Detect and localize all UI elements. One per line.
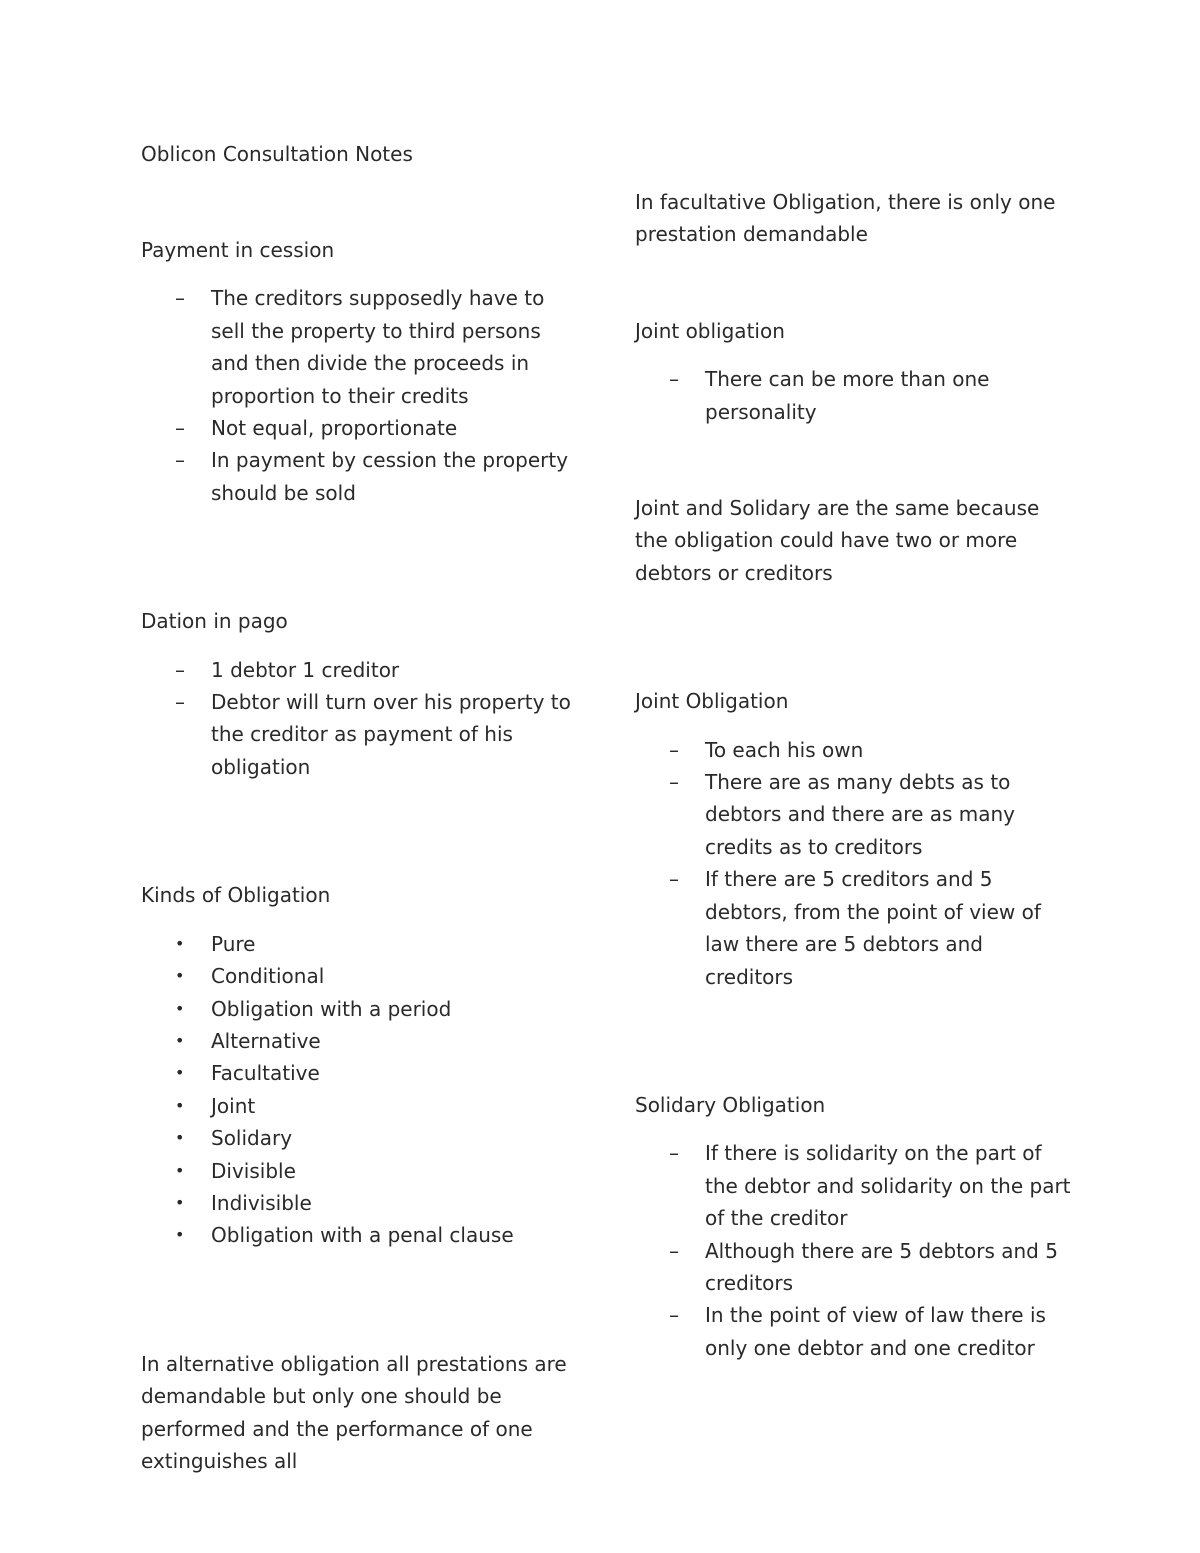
list-item: • Conditional bbox=[141, 960, 581, 992]
alternative-obligation-paragraph: In alternative obligation all prestations are demandable but only one should be performed and the performance of one extinguishes all bbox=[141, 1351, 567, 1473]
section-heading-kinds-of-obligation: Kinds of Obligation bbox=[141, 883, 331, 908]
section-heading-dation-in-pago: Dation in pago bbox=[141, 609, 288, 634]
list-item: – Although there are 5 debtors and 5 creditors bbox=[635, 1235, 1075, 1300]
list-item: – To each his own bbox=[635, 734, 1075, 766]
bullet-marker: • bbox=[175, 1128, 185, 1148]
dash-marker: – bbox=[669, 867, 679, 892]
bullet-marker: • bbox=[175, 966, 185, 986]
spacer bbox=[635, 993, 1075, 1089]
bullet-marker: • bbox=[175, 1225, 185, 1245]
dash-marker: – bbox=[175, 286, 185, 311]
solidary-obligation-list bbox=[635, 1137, 1075, 1364]
list-item: • Alternative bbox=[141, 1025, 581, 1057]
list-item: • Facultative bbox=[141, 1057, 581, 1089]
spacer bbox=[635, 589, 1075, 685]
bullet-marker: • bbox=[175, 1063, 185, 1083]
facultative-obligation-paragraph: In facultative Obligation, there is only one prestation demandable bbox=[635, 190, 1056, 247]
list-item: – In the point of view of law there is only one debtor and one creditor bbox=[635, 1299, 1075, 1364]
bullet-marker: • bbox=[175, 1192, 185, 1212]
document-title: Oblicon Consultation Notes bbox=[141, 142, 413, 166]
list-item: – The creditors supposedly have to sell the property to third persons and then divide the proceeds in proportion to their credits bbox=[141, 282, 581, 412]
left-column bbox=[141, 138, 581, 1477]
list-item: • Divisible bbox=[141, 1155, 581, 1187]
list-item: – There can be more than one personality bbox=[635, 363, 1075, 428]
bullet-marker: • bbox=[175, 1095, 185, 1115]
bullet-marker: • bbox=[175, 1030, 185, 1050]
dash-marker: – bbox=[175, 690, 185, 715]
spacer bbox=[141, 1252, 581, 1348]
list-item: • Joint bbox=[141, 1090, 581, 1122]
spacer bbox=[635, 428, 1075, 492]
bullet-marker: • bbox=[175, 1160, 185, 1180]
spacer bbox=[141, 509, 581, 605]
list-item: – If there are 5 creditors and 5 debtors, from the point of view of law there are 5 debtors and creditors bbox=[635, 863, 1075, 993]
spacer bbox=[141, 783, 581, 879]
section-heading-joint-obligation-2: Joint Obligation bbox=[635, 689, 789, 714]
list-item: • Pure bbox=[141, 928, 581, 960]
list-item: – If there is solidarity on the part of the debtor and solidarity on the part of the creditor bbox=[635, 1137, 1075, 1234]
section-heading-joint-obligation: Joint obligation bbox=[635, 318, 785, 343]
list-item: • Obligation with a period bbox=[141, 993, 581, 1025]
list-item: – 1 debtor 1 creditor bbox=[141, 654, 581, 686]
list-item: • Obligation with a penal clause bbox=[141, 1219, 581, 1251]
dash-marker: – bbox=[175, 416, 185, 441]
list-item: – Debtor will turn over his property to the creditor as payment of his obligation bbox=[141, 686, 581, 783]
dash-marker: – bbox=[669, 1303, 679, 1328]
dation-in-pago-list bbox=[141, 654, 581, 784]
spacer bbox=[141, 170, 581, 234]
list-item: – There are as many debts as to debtors and there are as many credits as to creditors bbox=[635, 766, 1075, 863]
dash-marker: – bbox=[669, 1141, 679, 1166]
dash-marker: – bbox=[175, 448, 185, 473]
bullet-marker: • bbox=[175, 998, 185, 1018]
list-item: • Indivisible bbox=[141, 1187, 581, 1219]
dash-marker: – bbox=[175, 657, 185, 682]
joint-obligation-2-list bbox=[635, 734, 1075, 993]
payment-in-cession-list bbox=[141, 282, 581, 509]
bullet-marker: • bbox=[175, 933, 185, 953]
dash-marker: – bbox=[669, 737, 679, 762]
list-item: – In payment by cession the property should be sold bbox=[141, 444, 581, 509]
kinds-of-obligation-list bbox=[141, 928, 581, 1252]
dash-marker: – bbox=[669, 770, 679, 795]
right-column bbox=[635, 186, 1075, 1364]
dash-marker: – bbox=[669, 367, 679, 392]
section-heading-solidary-obligation: Solidary Obligation bbox=[635, 1092, 826, 1117]
section-heading-payment-in-cession: Payment in cession bbox=[141, 238, 335, 262]
joint-obligation-list bbox=[635, 363, 1075, 428]
list-item: • Solidary bbox=[141, 1122, 581, 1154]
spacer bbox=[635, 251, 1075, 315]
joint-and-solidary-paragraph: Joint and Solidary are the same because the obligation could have two or more debtors or creditors bbox=[635, 496, 1040, 585]
dash-marker: – bbox=[669, 1238, 679, 1263]
list-item: – Not equal, proportionate bbox=[141, 412, 581, 444]
